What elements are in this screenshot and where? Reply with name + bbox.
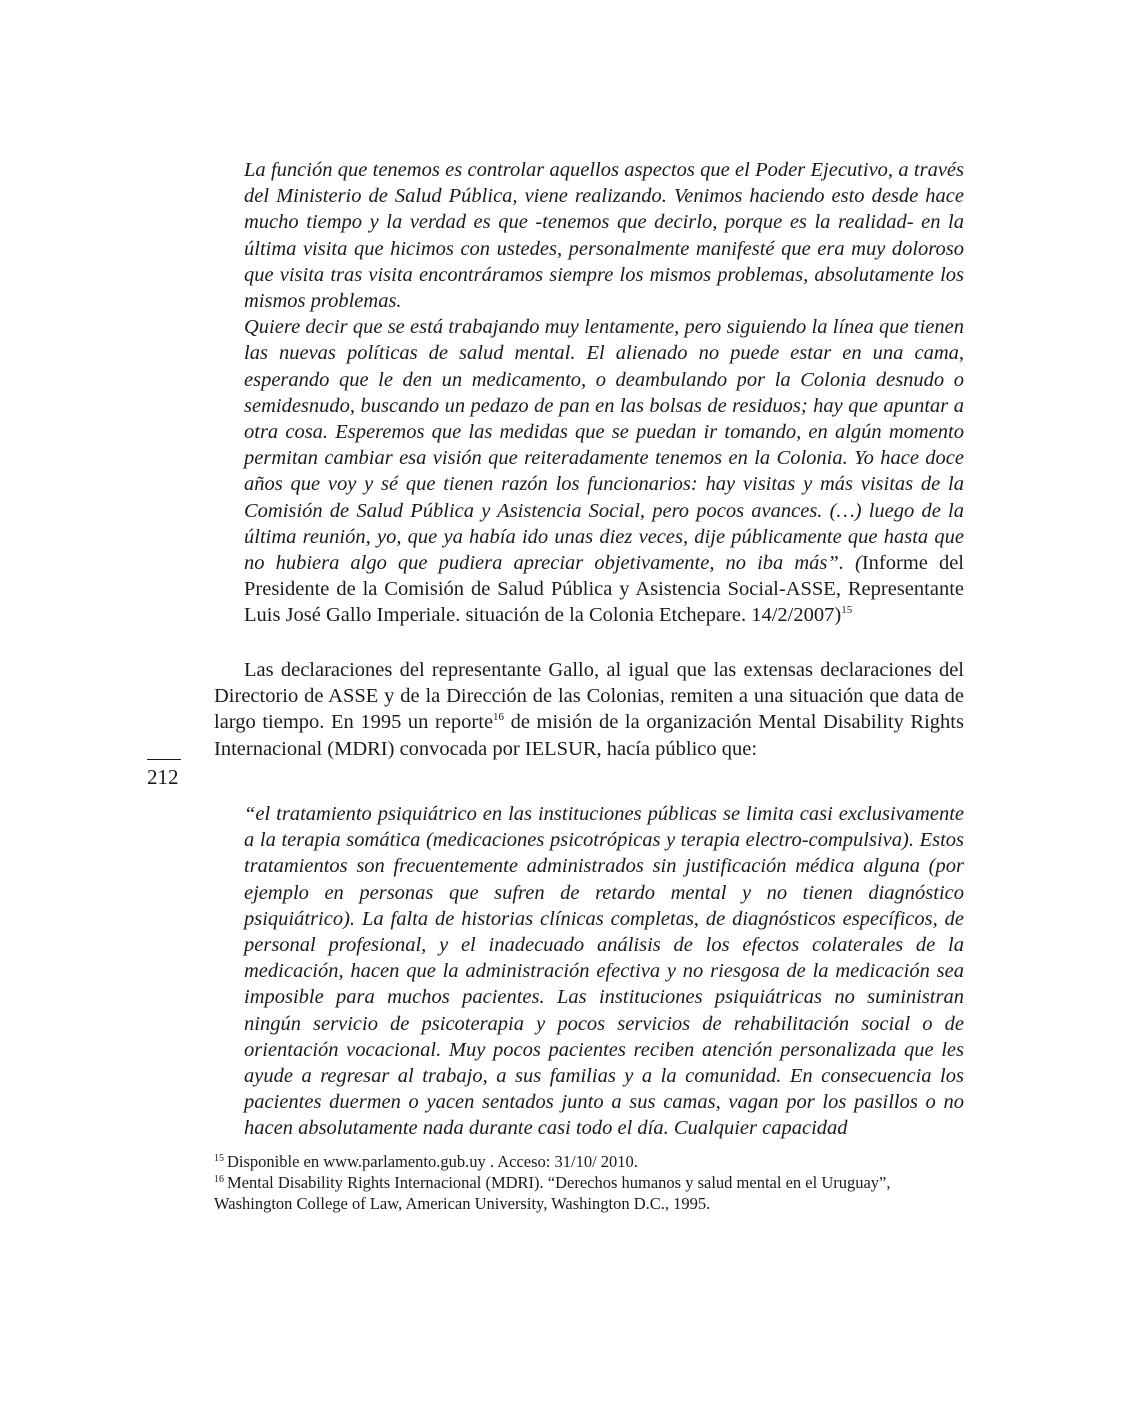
footnote-16 [214, 1172, 966, 1214]
quote-paragraph-2 [244, 314, 964, 628]
quote-paragraph-2-text: Quiere decir que se está trabajando muy lentamente, pero siguiendo la línea que tienen las nuevas políticas de salud mental. El alienado no puede estar en una cama, esperando que le den un medicamento, o deambulando por la Colonia desnudo o semidesnudo, buscando un pedazo de pan en las bolsas de residuos; hay que apuntar a otra cosa. Esperemos que las medidas que se puedan ir tomando, en algún momento permitan cambiar esa visión que reiteradamente tenemos en la Colonia. Yo hace doce años que voy y sé que tienen razón los funcionarios: hay visitas y más visitas de la Comisión de Salud Pública y Asistencia Social, pero pocos avances. (…) luego de la última reunión, yo, que ya había ido unas diez veces, dije públicamente que hasta que no hubiera algo que pudiera apreciar objetivamente, no iba más”. ( [244, 316, 964, 575]
body-paragraph [214, 657, 964, 762]
body-text-end: de misión de la organización Mental Disability Rights Internacional (MDRI) convocada por IELSUR, hacía público que: [214, 711, 964, 760]
footnote-ref-16: 16 [493, 711, 505, 724]
footnote-text: Mental Disability Rights Internacional (MDRI). “Derechos humanos y salud mental en el Uruguay”, Washington College of Law, American University, Washington D.C., 1995. [214, 1173, 891, 1213]
block-quote-gallo [244, 157, 964, 629]
footnotes [214, 1151, 966, 1214]
quote-paragraph-1: La función que tenemos es controlar aquellos aspectos que el Poder Ejecutivo, a través del Ministerio de Salud Pública, viene realizando. Venimos haciendo esto desde hace mucho tiempo y la verdad es que -tenemos que decirlo, porque es la realidad- en la última visita que hicimos con ustedes, personalmente manifesté que era muy doloroso que visita tras visita encontráramos siempre los mismos problemas, absolutamente los mismos problemas. [244, 159, 964, 313]
footnote-15 [214, 1151, 966, 1172]
footnote-number: 16 [214, 1173, 224, 1185]
footnote-text: Disponible en www.parlamento.gub.uy . Acceso: 31/10/ 2010. [227, 1152, 638, 1171]
quote-mdri-text: “el tratamiento psiquiátrico en las instituciones públicas se limita casi exclusivamente a la terapia somática (medicaciones psicotrópicas y terapia electro-compulsiva). Estos tratamientos son frecuentemente administrados sin justificación médica alguna (por ejemplo en personas que sufren de retardo mental y no tienen diagnóstico psiquiátrico). La falta de historias clínicas completas, de diagnósticos específicos, de personal profesional, y el inadecuado análisis de los efectos colaterales de la medicación, hacen que la administración efectiva y no riesgosa de la medicación sea imposible para muchos pacientes. Las instituciones psiquiátricas no suministran ningún servicio de psicoterapia y pocos servicios de rehabilitación social o de orientación vocacional. Muy pocos pacientes reciben atención personalizada que les ayude a regresar al trabajo, a sus familias y a la comunidad. En consecuencia los pacientes duermen o yacen sentados junto a sus camas, vagan por los pasillos o no hacen absolutamente nada durante casi todo el día. Cualquier capacidad [244, 803, 964, 1140]
footnote-number: 15 [214, 1152, 224, 1164]
footnote-ref-15: 15 [841, 604, 853, 617]
body-text-start: Las declaraciones del representante Gallo, al igual que las extensas declaraciones del Directorio de ASSE y de la Dirección de las Colonias, remiten a una situación que data de largo tiempo. En 1995 un reporte [214, 659, 964, 734]
page-number-rule [147, 759, 181, 760]
page-number: 212 [147, 765, 179, 789]
block-quote-mdri [244, 801, 964, 1142]
quote-citation: Informe del Presidente de la Comisión de Salud Pública y Asistencia Social-ASSE, Representante Luis José Gallo Imperiale. situación de la Colonia Etchepare. 14/2/2007) [244, 552, 964, 627]
